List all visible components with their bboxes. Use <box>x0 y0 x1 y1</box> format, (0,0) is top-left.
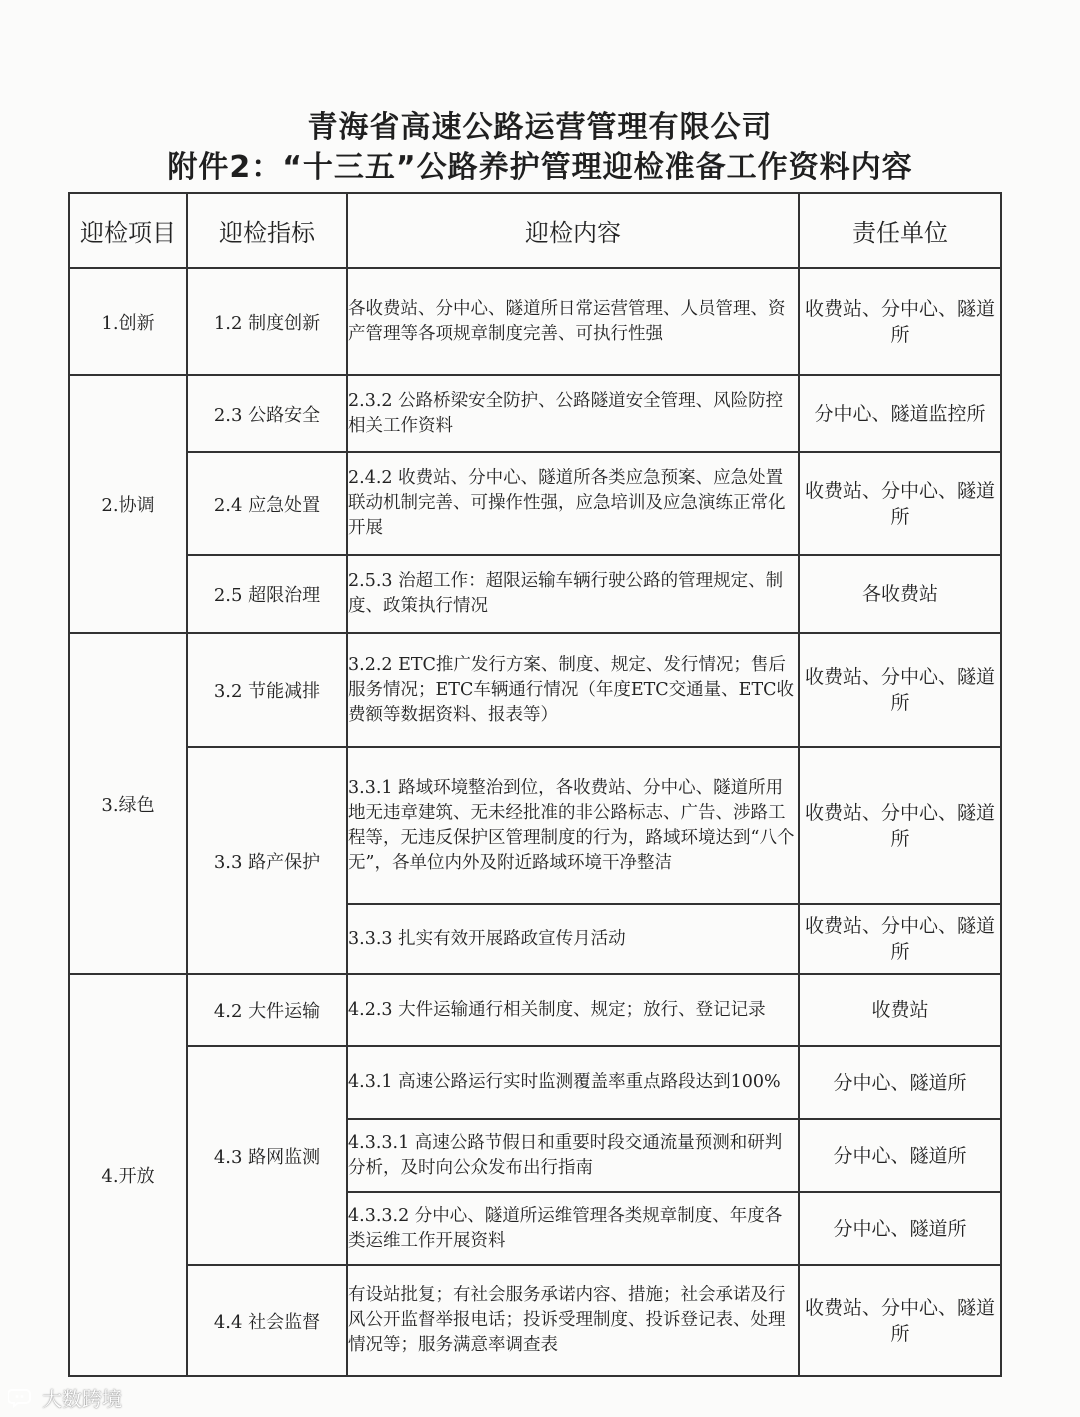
header-project: 迎检项目 <box>69 193 187 268</box>
indicator-cell: 4.2 大件运输 <box>187 974 347 1046</box>
content-cell: 3.3.1 路域环境整治到位，各收费站、分中心、隧道所用地无违章建筑、无未经批准的非公路标志、广告、涉路工程等，无违反保护区管理制度的行为，路域环境达到“八个无”，各单位内外及附近路域环境干净整洁 <box>347 747 799 904</box>
unit-cell: 分中心、隧道监控所 <box>799 375 1001 452</box>
indicator-cell: 3.3 路产保护 <box>187 747 347 974</box>
unit-cell: 收费站、分中心、隧道所 <box>799 747 1001 904</box>
header-content: 迎检内容 <box>347 193 799 268</box>
table-row <box>69 375 1001 452</box>
indicator-cell: 2.5 超限治理 <box>187 555 347 633</box>
project-cell: 4.开放 <box>69 974 187 1376</box>
unit-cell: 收费站 <box>799 974 1001 1046</box>
unit-cell: 收费站、分中心、隧道所 <box>799 904 1001 974</box>
content-cell: 2.3.2 公路桥梁安全防护、公路隧道安全管理、风险防控相关工作资料 <box>347 375 799 452</box>
content-cell: 有设站批复；有社会服务承诺内容、措施；社会承诺及行风公开监督举报电话；投诉受理制度、投诉登记表、处理情况等；服务满意率调查表 <box>347 1265 799 1376</box>
company-title: 青海省高速公路运营管理有限公司 <box>307 110 773 145</box>
content-cell: 4.3.1 高速公路运行实时监测覆盖率重点路段达到100% <box>347 1046 799 1119</box>
content-cell: 4.3.3.2 分中心、隧道所运维管理各类规章制度、年度各类运维工作开展资料 <box>347 1192 799 1265</box>
table-row <box>69 974 1001 1046</box>
header-indicator: 迎检指标 <box>187 193 347 268</box>
table-row <box>69 633 1001 747</box>
unit-cell: 各收费站 <box>799 555 1001 633</box>
content-cell: 2.4.2 收费站、分中心、隧道所各类应急预案、应急处置联动机制完善、可操作性强，应急培训及应急演练正常化开展 <box>347 452 799 555</box>
indicator-cell: 1.2 制度创新 <box>187 268 347 375</box>
project-cell: 2.协调 <box>69 375 187 633</box>
indicator-cell: 4.3 路网监测 <box>187 1046 347 1265</box>
content-cell: 2.5.3 治超工作：超限运输车辆行驶公路的管理规定、制度、政策执行情况 <box>347 555 799 633</box>
unit-cell: 收费站、分中心、隧道所 <box>799 633 1001 747</box>
header-unit: 责任单位 <box>799 193 1001 268</box>
inspection-table <box>68 192 1002 1377</box>
content-cell: 3.2.2 ETC推广发行方案、制度、规定、发行情况；售后服务情况；ETC车辆通行情况（年度ETC交通量、ETC收费额等数据资料、报表等） <box>347 633 799 747</box>
unit-cell: 分中心、隧道所 <box>799 1192 1001 1265</box>
table-row <box>69 1265 1001 1376</box>
watermark <box>8 1383 122 1411</box>
chat-bubble-icon <box>8 1386 38 1408</box>
document-title: 附件2：“十三五”公路养护管理迎检准备工作资料内容 <box>167 150 913 185</box>
table-row <box>69 1046 1001 1119</box>
unit-cell: 收费站、分中心、隧道所 <box>799 452 1001 555</box>
watermark-text: 大数跨境 <box>42 1386 122 1411</box>
content-cell: 各收费站、分中心、隧道所日常运营管理、人员管理、资产管理等各项规章制度完善、可执行性强 <box>347 268 799 375</box>
unit-cell: 分中心、隧道所 <box>799 1046 1001 1119</box>
content-cell: 4.2.3 大件运输通行相关制度、规定；放行、登记记录 <box>347 974 799 1046</box>
unit-cell: 收费站、分中心、隧道所 <box>799 1265 1001 1376</box>
project-cell: 1.创新 <box>69 268 187 375</box>
table-row <box>69 268 1001 375</box>
indicator-cell: 2.4 应急处置 <box>187 452 347 555</box>
content-cell: 3.3.3 扎实有效开展路政宣传月活动 <box>347 904 799 974</box>
table-row <box>69 747 1001 904</box>
table-header-row <box>69 193 1001 268</box>
unit-cell: 收费站、分中心、隧道所 <box>799 268 1001 375</box>
project-cell: 3.绿色 <box>69 633 187 974</box>
table-row <box>69 555 1001 633</box>
indicator-cell: 4.4 社会监督 <box>187 1265 347 1376</box>
table-row <box>69 452 1001 555</box>
unit-cell: 分中心、隧道所 <box>799 1119 1001 1192</box>
indicator-cell: 3.2 节能减排 <box>187 633 347 747</box>
indicator-cell: 2.3 公路安全 <box>187 375 347 452</box>
content-cell: 4.3.3.1 高速公路节假日和重要时段交通流量预测和研判分析，及时向公众发布出行指南 <box>347 1119 799 1192</box>
